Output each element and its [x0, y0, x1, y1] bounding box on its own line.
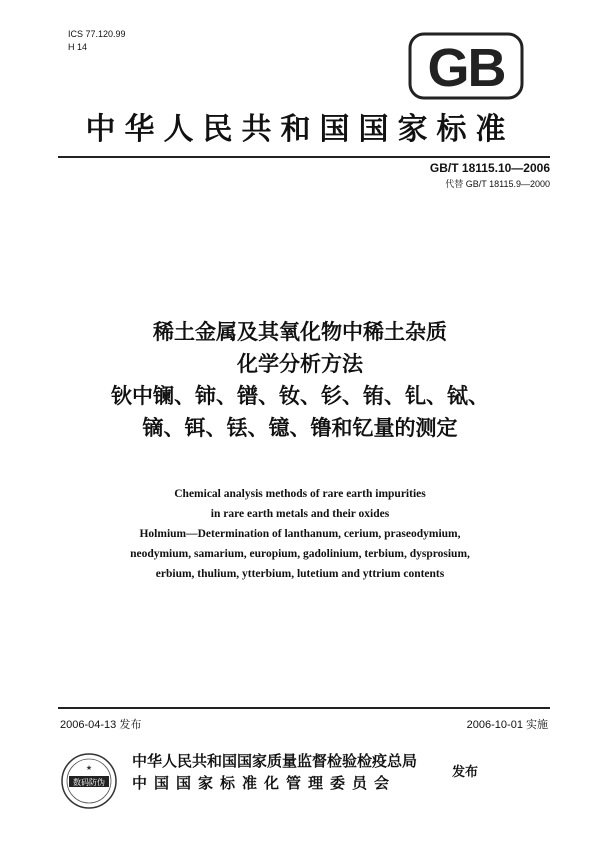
english-title-line: Chemical analysis methods of rare earth impurities — [174, 488, 426, 500]
org-title: 中华人民共和国国家标准 — [85, 112, 515, 147]
classification-codes — [68, 28, 126, 54]
issuer-sac: 中国国家标准化管理委员会 — [132, 774, 397, 792]
anti-counterfeit-seal-icon — [60, 752, 118, 810]
release-label: 发布 — [452, 765, 479, 780]
replaces-standard: 代替 GB/T 18115.9—2000 — [445, 179, 550, 189]
ccs-code: H 14 — [68, 42, 88, 52]
chinese-title-line: 钬中镧、铈、镨、钕、钐、铕、钆、铽、 — [111, 383, 489, 408]
english-title-line: Holmium—Determination of lanthanum, cerium, praseodymium, — [139, 528, 461, 540]
standard-number-block — [430, 161, 550, 190]
effective-date: 2006-10-01 实施 — [466, 719, 548, 731]
chinese-title-line: 化学分析方法 — [237, 351, 363, 376]
chinese-title-line: 稀土金属及其氧化物中稀土杂质 — [153, 319, 447, 344]
english-title-line: neodymium, samarium, europium, gadolinium, terbium, dysprosium, — [130, 548, 470, 560]
top-rule — [58, 156, 550, 158]
issuing-authorities — [132, 750, 417, 794]
english-title-line: in rare earth metals and their oxides — [210, 508, 390, 520]
gb-logo-text: GB — [427, 38, 505, 98]
standard-number: GB/T 18115.10—2006 — [429, 161, 550, 175]
seal-text: 数码防伪 — [73, 778, 105, 787]
gb-logo — [408, 32, 524, 100]
svg-text:★: ★ — [85, 764, 93, 772]
issue-date: 2006-04-13 发布 — [60, 719, 142, 731]
ics-code: ICS 77.120.99 — [68, 29, 126, 39]
english-title-line: erbium, thulium, ytterbium, lutetium and yttrium contents — [155, 568, 445, 580]
chinese-title — [0, 316, 600, 444]
issuer-aqsiq: 中华人民共和国国家质量监督检验检疫总局 — [132, 752, 418, 770]
bottom-rule — [58, 707, 550, 709]
english-title — [0, 484, 600, 584]
chinese-title-line: 镝、铒、铥、镱、镥和钇量的测定 — [142, 415, 458, 440]
